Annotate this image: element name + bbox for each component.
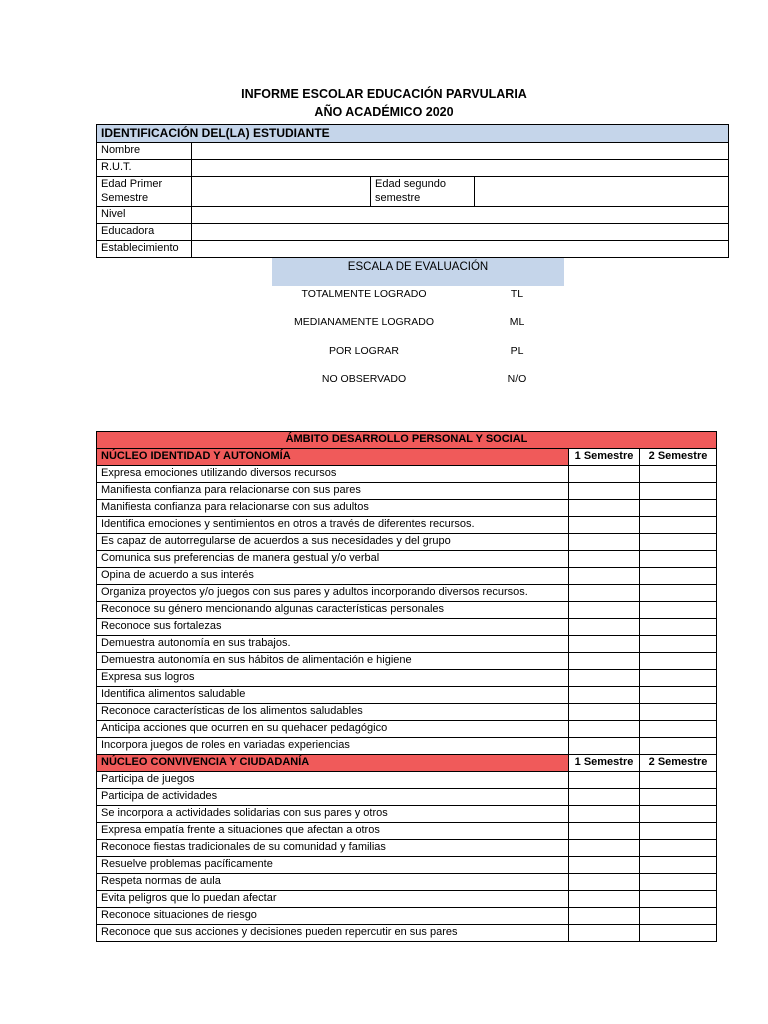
edad-segundo-label: Edad segundo semestre [371, 177, 475, 207]
semester-1-cell[interactable] [569, 517, 640, 534]
semester-1-cell[interactable] [569, 908, 640, 925]
nucleo-header-row [97, 755, 717, 772]
semester-2-cell[interactable] [640, 602, 717, 619]
evaluation-scale [272, 258, 564, 286]
scale-label: POR LOGRAR [328, 345, 399, 357]
semester-1-cell[interactable] [569, 704, 640, 721]
indicator-text: Organiza proyectos y/o juegos con sus pares y adultos incorporando diversos recursos. [97, 585, 569, 602]
establecimiento-label: Establecimiento [97, 241, 192, 258]
nivel-field[interactable] [192, 207, 729, 224]
table-row [97, 653, 717, 670]
indicator-text: Expresa emociones utilizando diversos recursos [97, 466, 569, 483]
semester-1-cell[interactable] [569, 891, 640, 908]
semester-1-cell[interactable] [569, 789, 640, 806]
semester-2-cell[interactable] [640, 772, 717, 789]
indicator-text: Resuelve problemas pacíficamente [97, 857, 569, 874]
indicator-text: Demuestra autonomía en sus hábitos de alimentación e higiene [97, 653, 569, 670]
scale-code: ML [509, 316, 525, 328]
semester-2-cell[interactable] [640, 857, 717, 874]
semester-1-heading: 1 Semestre [569, 449, 640, 466]
table-row [97, 534, 717, 551]
semester-2-heading: 2 Semestre [640, 755, 717, 772]
semester-2-cell[interactable] [640, 619, 717, 636]
semester-2-cell[interactable] [640, 551, 717, 568]
table-row [97, 874, 717, 891]
table-row [97, 738, 717, 755]
rut-field[interactable] [192, 160, 729, 177]
semester-2-cell[interactable] [640, 721, 717, 738]
semester-1-cell[interactable] [569, 585, 640, 602]
nombre-label: Nombre [97, 143, 192, 160]
semester-1-cell[interactable] [569, 840, 640, 857]
semester-1-cell[interactable] [569, 721, 640, 738]
table-row [97, 636, 717, 653]
indicator-text: Identifica alimentos saludable [97, 687, 569, 704]
table-row [97, 551, 717, 568]
semester-2-cell[interactable] [640, 483, 717, 500]
semester-1-cell[interactable] [569, 619, 640, 636]
indicator-text: Reconoce su género mencionando algunas características personales [97, 602, 569, 619]
indicator-text: Es capaz de autorregularse de acuerdos a sus necesidades y del grupo [97, 534, 569, 551]
semester-1-cell[interactable] [569, 568, 640, 585]
indicator-text: Se incorpora a actividades solidarias con sus pares y otros [97, 806, 569, 823]
nombre-field[interactable] [192, 143, 729, 160]
evaluation-table [96, 431, 717, 942]
semester-2-cell[interactable] [640, 738, 717, 755]
indicator-text: Manifiesta confianza para relacionarse con sus pares [97, 483, 569, 500]
table-row [97, 619, 717, 636]
semester-2-cell[interactable] [640, 636, 717, 653]
indicator-text: Expresa empatía frente a situaciones que afectan a otros [97, 823, 569, 840]
indicator-text: Anticipa acciones que ocurren en su quehacer pedagógico [97, 721, 569, 738]
semester-1-cell[interactable] [569, 806, 640, 823]
table-row [97, 687, 717, 704]
semester-2-cell[interactable] [640, 466, 717, 483]
semester-2-cell[interactable] [640, 500, 717, 517]
document-subtitle: AÑO ACADÉMICO 2020 [314, 105, 454, 119]
scale-label: MEDIANAMENTE LOGRADO [293, 316, 435, 328]
table-row [97, 568, 717, 585]
educadora-field[interactable] [192, 224, 729, 241]
semester-2-cell[interactable] [640, 534, 717, 551]
table-row [97, 602, 717, 619]
semester-2-cell[interactable] [640, 925, 717, 942]
scale-heading: ESCALA DE EVALUACIÓN [272, 258, 564, 286]
indicator-text: Expresa sus logros [97, 670, 569, 687]
semester-1-cell[interactable] [569, 925, 640, 942]
table-row [97, 823, 717, 840]
indicator-text: Reconoce sus fortalezas [97, 619, 569, 636]
indicator-text: Reconoce fiestas tradicionales de su comunidad y familias [97, 840, 569, 857]
semester-1-cell[interactable] [569, 551, 640, 568]
semester-1-cell[interactable] [569, 653, 640, 670]
table-row [97, 721, 717, 738]
semester-2-heading: 2 Semestre [640, 449, 717, 466]
nivel-label: Nivel [97, 207, 192, 224]
semester-1-cell[interactable] [569, 772, 640, 789]
edad-primer-field[interactable] [192, 177, 371, 207]
indicator-text: Reconoce situaciones de riesgo [97, 908, 569, 925]
educadora-label: Educadora [97, 224, 192, 241]
table-row [97, 891, 717, 908]
table-row [97, 908, 717, 925]
table-row [97, 772, 717, 789]
semester-2-cell[interactable] [640, 517, 717, 534]
semester-2-cell[interactable] [640, 687, 717, 704]
indicator-text: Comunica sus preferencias de manera gestual y/o verbal [97, 551, 569, 568]
semester-1-cell[interactable] [569, 738, 640, 755]
table-row [97, 806, 717, 823]
table-row [97, 585, 717, 602]
table-row [97, 466, 717, 483]
scale-code: TL [510, 288, 524, 300]
ambito-heading: ÁMBITO DESARROLLO PERSONAL Y SOCIAL [97, 432, 717, 449]
indicator-text: Opina de acuerdo a sus interés [97, 568, 569, 585]
indicator-text: Respeta normas de aula [97, 874, 569, 891]
table-row [97, 483, 717, 500]
indicator-text: Demuestra autonomía en sus trabajos. [97, 636, 569, 653]
identification-heading: IDENTIFICACIÓN DEL(LA) ESTUDIANTE [97, 125, 729, 143]
table-row [97, 925, 717, 942]
rut-label: R.U.T. [97, 160, 192, 177]
nucleo-heading: NÚCLEO CONVIVENCIA Y CIUDADANÍA [97, 755, 569, 772]
semester-1-cell[interactable] [569, 687, 640, 704]
indicator-text: Manifiesta confianza para relacionarse con sus adultos [97, 500, 569, 517]
indicator-text: Participa de juegos [97, 772, 569, 789]
semester-2-cell[interactable] [640, 908, 717, 925]
edad-segundo-field[interactable] [475, 177, 729, 207]
semester-2-cell[interactable] [640, 891, 717, 908]
semester-2-cell[interactable] [640, 585, 717, 602]
document-title: INFORME ESCOLAR EDUCACIÓN PARVULARIA [241, 87, 527, 101]
semester-2-cell[interactable] [640, 874, 717, 891]
scale-code: PL [510, 345, 524, 357]
semester-2-cell[interactable] [640, 789, 717, 806]
semester-2-cell[interactable] [640, 840, 717, 857]
indicator-text: Incorpora juegos de roles en variadas experiencias [97, 738, 569, 755]
scale-label: TOTALMENTE LOGRADO [301, 288, 427, 300]
semester-1-cell[interactable] [569, 636, 640, 653]
semester-1-cell[interactable] [569, 500, 640, 517]
semester-1-cell[interactable] [569, 670, 640, 687]
table-row [97, 840, 717, 857]
semester-1-cell[interactable] [569, 466, 640, 483]
student-identification-table [96, 124, 729, 258]
semester-2-cell[interactable] [640, 568, 717, 585]
table-row [97, 670, 717, 687]
indicator-text: Identifica emociones y sentimientos en otros a través de diferentes recursos. [97, 517, 569, 534]
table-row [97, 517, 717, 534]
semester-1-cell[interactable] [569, 483, 640, 500]
table-row [97, 704, 717, 721]
semester-1-cell[interactable] [569, 874, 640, 891]
semester-2-cell[interactable] [640, 704, 717, 721]
table-row [97, 500, 717, 517]
ambito-row [97, 432, 717, 449]
semester-1-heading: 1 Semestre [569, 755, 640, 772]
semester-2-cell[interactable] [640, 806, 717, 823]
nucleo-heading: NÚCLEO IDENTIDAD Y AUTONOMÍA [97, 449, 569, 466]
semester-1-cell[interactable] [569, 534, 640, 551]
semester-2-cell[interactable] [640, 670, 717, 687]
edad-primer-label: Edad Primer Semestre [97, 177, 192, 207]
semester-2-cell[interactable] [640, 823, 717, 840]
establecimiento-field[interactable] [192, 241, 729, 258]
indicator-text: Participa de actividades [97, 789, 569, 806]
table-row [97, 857, 717, 874]
nucleo-header-row [97, 449, 717, 466]
table-row [97, 789, 717, 806]
scale-label: NO OBSERVADO [321, 373, 407, 385]
indicator-text: Reconoce características de los alimentos saludables [97, 704, 569, 721]
semester-1-cell[interactable] [569, 602, 640, 619]
scale-code: N/O [507, 373, 527, 385]
semester-1-cell[interactable] [569, 857, 640, 874]
semester-1-cell[interactable] [569, 823, 640, 840]
indicator-text: Reconoce que sus acciones y decisiones pueden repercutir en sus pares [97, 925, 569, 942]
semester-2-cell[interactable] [640, 653, 717, 670]
indicator-text: Evita peligros que lo puedan afectar [97, 891, 569, 908]
